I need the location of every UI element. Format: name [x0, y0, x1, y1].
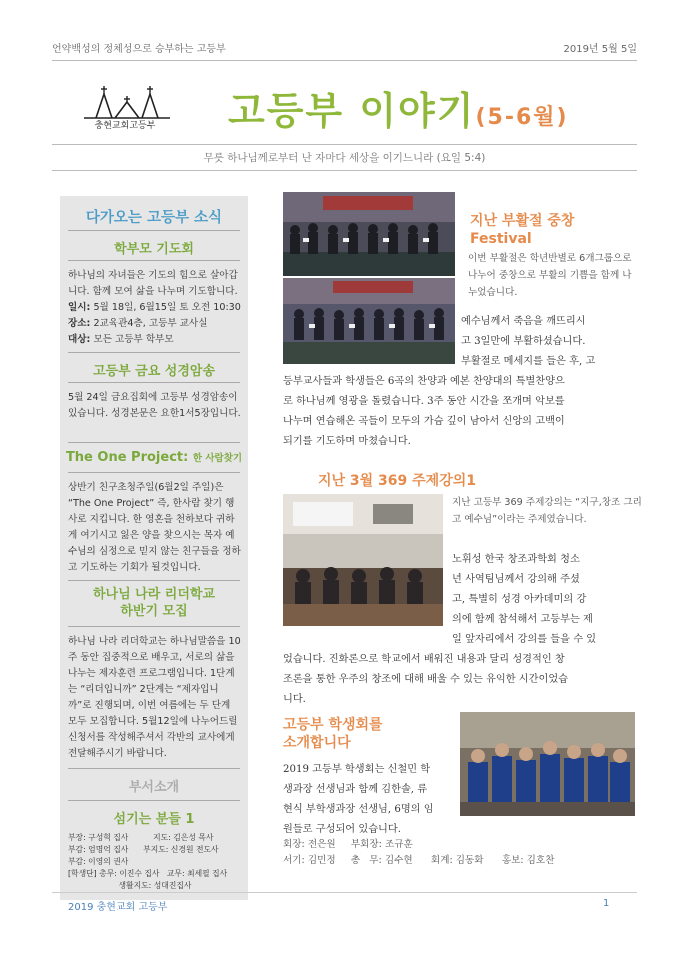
lecture-body-line: 니다.: [283, 694, 306, 705]
one-project-text: 상반기 친구초청주일(6월2일 주일)은 “The One Project” 즉, 한사람 찾기 행사로 지킵니다. 한 영혼을 천하보다 귀하게 여기시고 잃은 양을 찾으시는 목자 예수님의 심정으로 믿지 않는 친구들을 정하고 기도하는 기회가 될것입니다.: [68, 482, 241, 573]
dept-title: 부서소개: [128, 780, 180, 795]
easter-intro: 이번 부활절은 학년반별로 6개그룹으로 나누어 중창으로 부활의 기쁨을 함께 나누었습니다.: [468, 253, 632, 298]
date-label: 일시:: [68, 302, 91, 313]
council-body: [283, 760, 458, 840]
lecture-body-line: 고, 특별히 성경 아카데미의 강: [452, 594, 587, 605]
lecture-body-line: 일 앞자리에서 강의를 들을 수 있: [452, 634, 597, 645]
council-body-line: 2019 고등부 학생회는 신철민 학: [283, 764, 431, 775]
easter-festival-title: [470, 212, 640, 248]
council-body-line: 원들로 구성되어 있습니다.: [283, 824, 401, 835]
easter-body-line: 부활절로 메세지를 들은 후, 고: [461, 356, 596, 367]
lecture-body-line: 년 사역팀님께서 강의해 주셨: [452, 574, 580, 585]
divider: [68, 800, 240, 801]
header-tagline: 언약백성의 정체성으로 승부하는 고등부: [52, 44, 226, 55]
news-sidebar: [60, 196, 248, 900]
divider: [68, 442, 240, 443]
parents-prayer-place: [68, 316, 242, 332]
staff-row: 부감: 이영의 권사: [68, 857, 129, 866]
title-subtitle: (5-6월): [475, 105, 569, 130]
lecture-intro: 지난 고등부 369 주제강의는 “지구,창조 그리고 예수님”이라는 주제였습니다.: [452, 497, 642, 525]
divider: [68, 626, 240, 627]
lecture-body-short: [452, 550, 642, 650]
easter-body-line: 예수님께서 죽음을 깨뜨리시: [461, 316, 586, 327]
page-title: [228, 80, 569, 135]
lecture-photo: [283, 494, 443, 626]
council-group-photo: [460, 712, 635, 816]
easter-body-line: 등부교사들과 학생들은 6곡의 찬양과 예본 찬양대의 특별찬양으: [283, 376, 565, 387]
easter-body: [283, 312, 643, 452]
staff-row: 부감: 엄명억 집사 부지도: 신경원 전도사: [68, 845, 219, 854]
one-project-title: [60, 450, 248, 465]
leader-title-line1: 하나님 나라 리더학교: [92, 587, 216, 602]
council-members-row: 서기: 김민정 총 무: 김수현 회계: 김동화 홍보: 김호찬: [283, 855, 555, 866]
divider: [68, 352, 240, 353]
lecture-body-long: [283, 650, 643, 710]
divider: [68, 472, 240, 473]
divider: [68, 230, 240, 231]
memorize-title: 고등부 금요 성경암송: [92, 364, 216, 379]
easter-title-line1: 지난 부활절 중창: [470, 213, 575, 229]
date-value: 5월 18일, 6월15일 토 오전 10:30: [93, 302, 241, 313]
parents-prayer-title: 학부모 기도회: [114, 242, 194, 257]
divider: [52, 60, 637, 61]
memorize-text: 5월 24일 금요집회에 고등부 성경암송이 있습니다. 성경본문은 요한1서5장입니다.: [68, 392, 241, 419]
title-main: 고등부 이야기: [228, 89, 476, 133]
lecture-body-line: 조론을 통한 우주의 창조에 대해 배울 수 있는 유익한 시간이었습: [283, 674, 569, 685]
council-title-line1: 고등부 학생회를: [283, 717, 383, 733]
easter-body-line: 고 3일만에 부활하셨습니다.: [461, 336, 586, 347]
easter-body-line: 되기를 기도하며 마쳤습니다.: [283, 436, 411, 447]
footer-church: 2019 충현교회 고등부: [68, 902, 168, 913]
parents-prayer-date: [68, 300, 242, 316]
divider: [68, 260, 240, 261]
council-title-line2: 소개합니다: [283, 735, 351, 751]
place-label: 장소:: [68, 318, 91, 329]
lecture-body-line: 노휘성 한국 창조과학회 청소: [452, 554, 580, 565]
dept-subtitle: 섬기는 분들 1: [113, 812, 195, 827]
logo-text: 충현교회고등부: [94, 121, 156, 131]
header-date: 2019년 5월 5일: [563, 44, 637, 55]
leader-school-text: 하나님 나라 리더학교는 하나님말씀을 10주 동안 집중적으로 배우고, 서로의 삶을 나누는 제자훈련 프로그램입니다. 1단계는 “리더입니까” 2단계는 “제자입니까”로 진행되며, 이번 여름에는 두 단계 모두 모집합니다. 5월12일에 나누어드릴 신청서를 작성해주셔서 각반의 교사에게 전달해주시기 바랍니다.: [68, 636, 241, 759]
page-number: 1: [603, 898, 610, 909]
easter-body-line: 로 하나님께 영광을 돌렸습니다. 3주 동안 시간을 쪼개며 악보를: [283, 396, 565, 407]
leader-title-line2: 하반기 모집: [120, 604, 188, 619]
divider: [68, 768, 240, 769]
lecture-body-line: 었습니다. 진화론으로 학교에서 배워진 내용과 달리 성경적인 창: [283, 654, 565, 665]
easter-body-line: 나누며 연습해온 곡들이 모두의 가슴 깊이 남아서 신앙의 고백이: [283, 416, 565, 427]
target-value: 모든 고등부 학부모: [93, 334, 174, 345]
easter-title-line2: Festival: [470, 231, 532, 247]
easter-choir-photo-1: [283, 192, 455, 276]
motto: 무릇 하나님께로부터 난 자마다 세상을 이기느니라 (요일 5:4): [203, 152, 486, 164]
staff-row: [학생단] 총무: 이진수 집사 교무: 최세필 집사: [68, 869, 228, 878]
divider: [52, 144, 637, 145]
one-project-title-small: 한 사람찾기: [192, 453, 243, 464]
one-project-title-main: The One Project:: [65, 450, 189, 465]
target-label: 대상:: [68, 334, 91, 345]
dept-staff-list: [68, 832, 242, 892]
divider: [68, 580, 240, 581]
divider: [52, 170, 637, 171]
divider: [52, 892, 637, 893]
parents-prayer-desc: 하나님의 자녀들은 기도의 힘으로 살아갑니다. 함께 모여 삶을 나누며 기도합니다.: [68, 270, 238, 297]
header-bar: [52, 40, 637, 60]
place-value: 2교육관4층, 고등부 교사실: [93, 318, 208, 329]
parents-prayer-target: [68, 332, 242, 348]
lecture-body-line: 의에 함께 참석해서 고등부는 제: [452, 614, 593, 625]
council-body-line: 생과장 선생님과 함께 김한솔, 류: [283, 784, 428, 795]
council-body-line: 현식 부학생과장 선생님, 6명의 임: [283, 804, 434, 815]
staff-row: 생활지도: 성대진집사: [118, 881, 192, 890]
sidebar-heading: 다가오는 고등부 소식: [85, 210, 223, 226]
divider: [68, 382, 240, 383]
lecture-title: 지난 3월 369 주제강의1: [318, 473, 476, 489]
council-title: [283, 716, 453, 752]
council-members-row: 회장: 전은원 부회장: 조규훈: [283, 839, 413, 850]
parents-prayer-text: [68, 268, 242, 348]
staff-row: 부장: 구성혁 집사 지도: 김은성 목사: [68, 833, 214, 842]
leader-school-title: [60, 586, 248, 620]
